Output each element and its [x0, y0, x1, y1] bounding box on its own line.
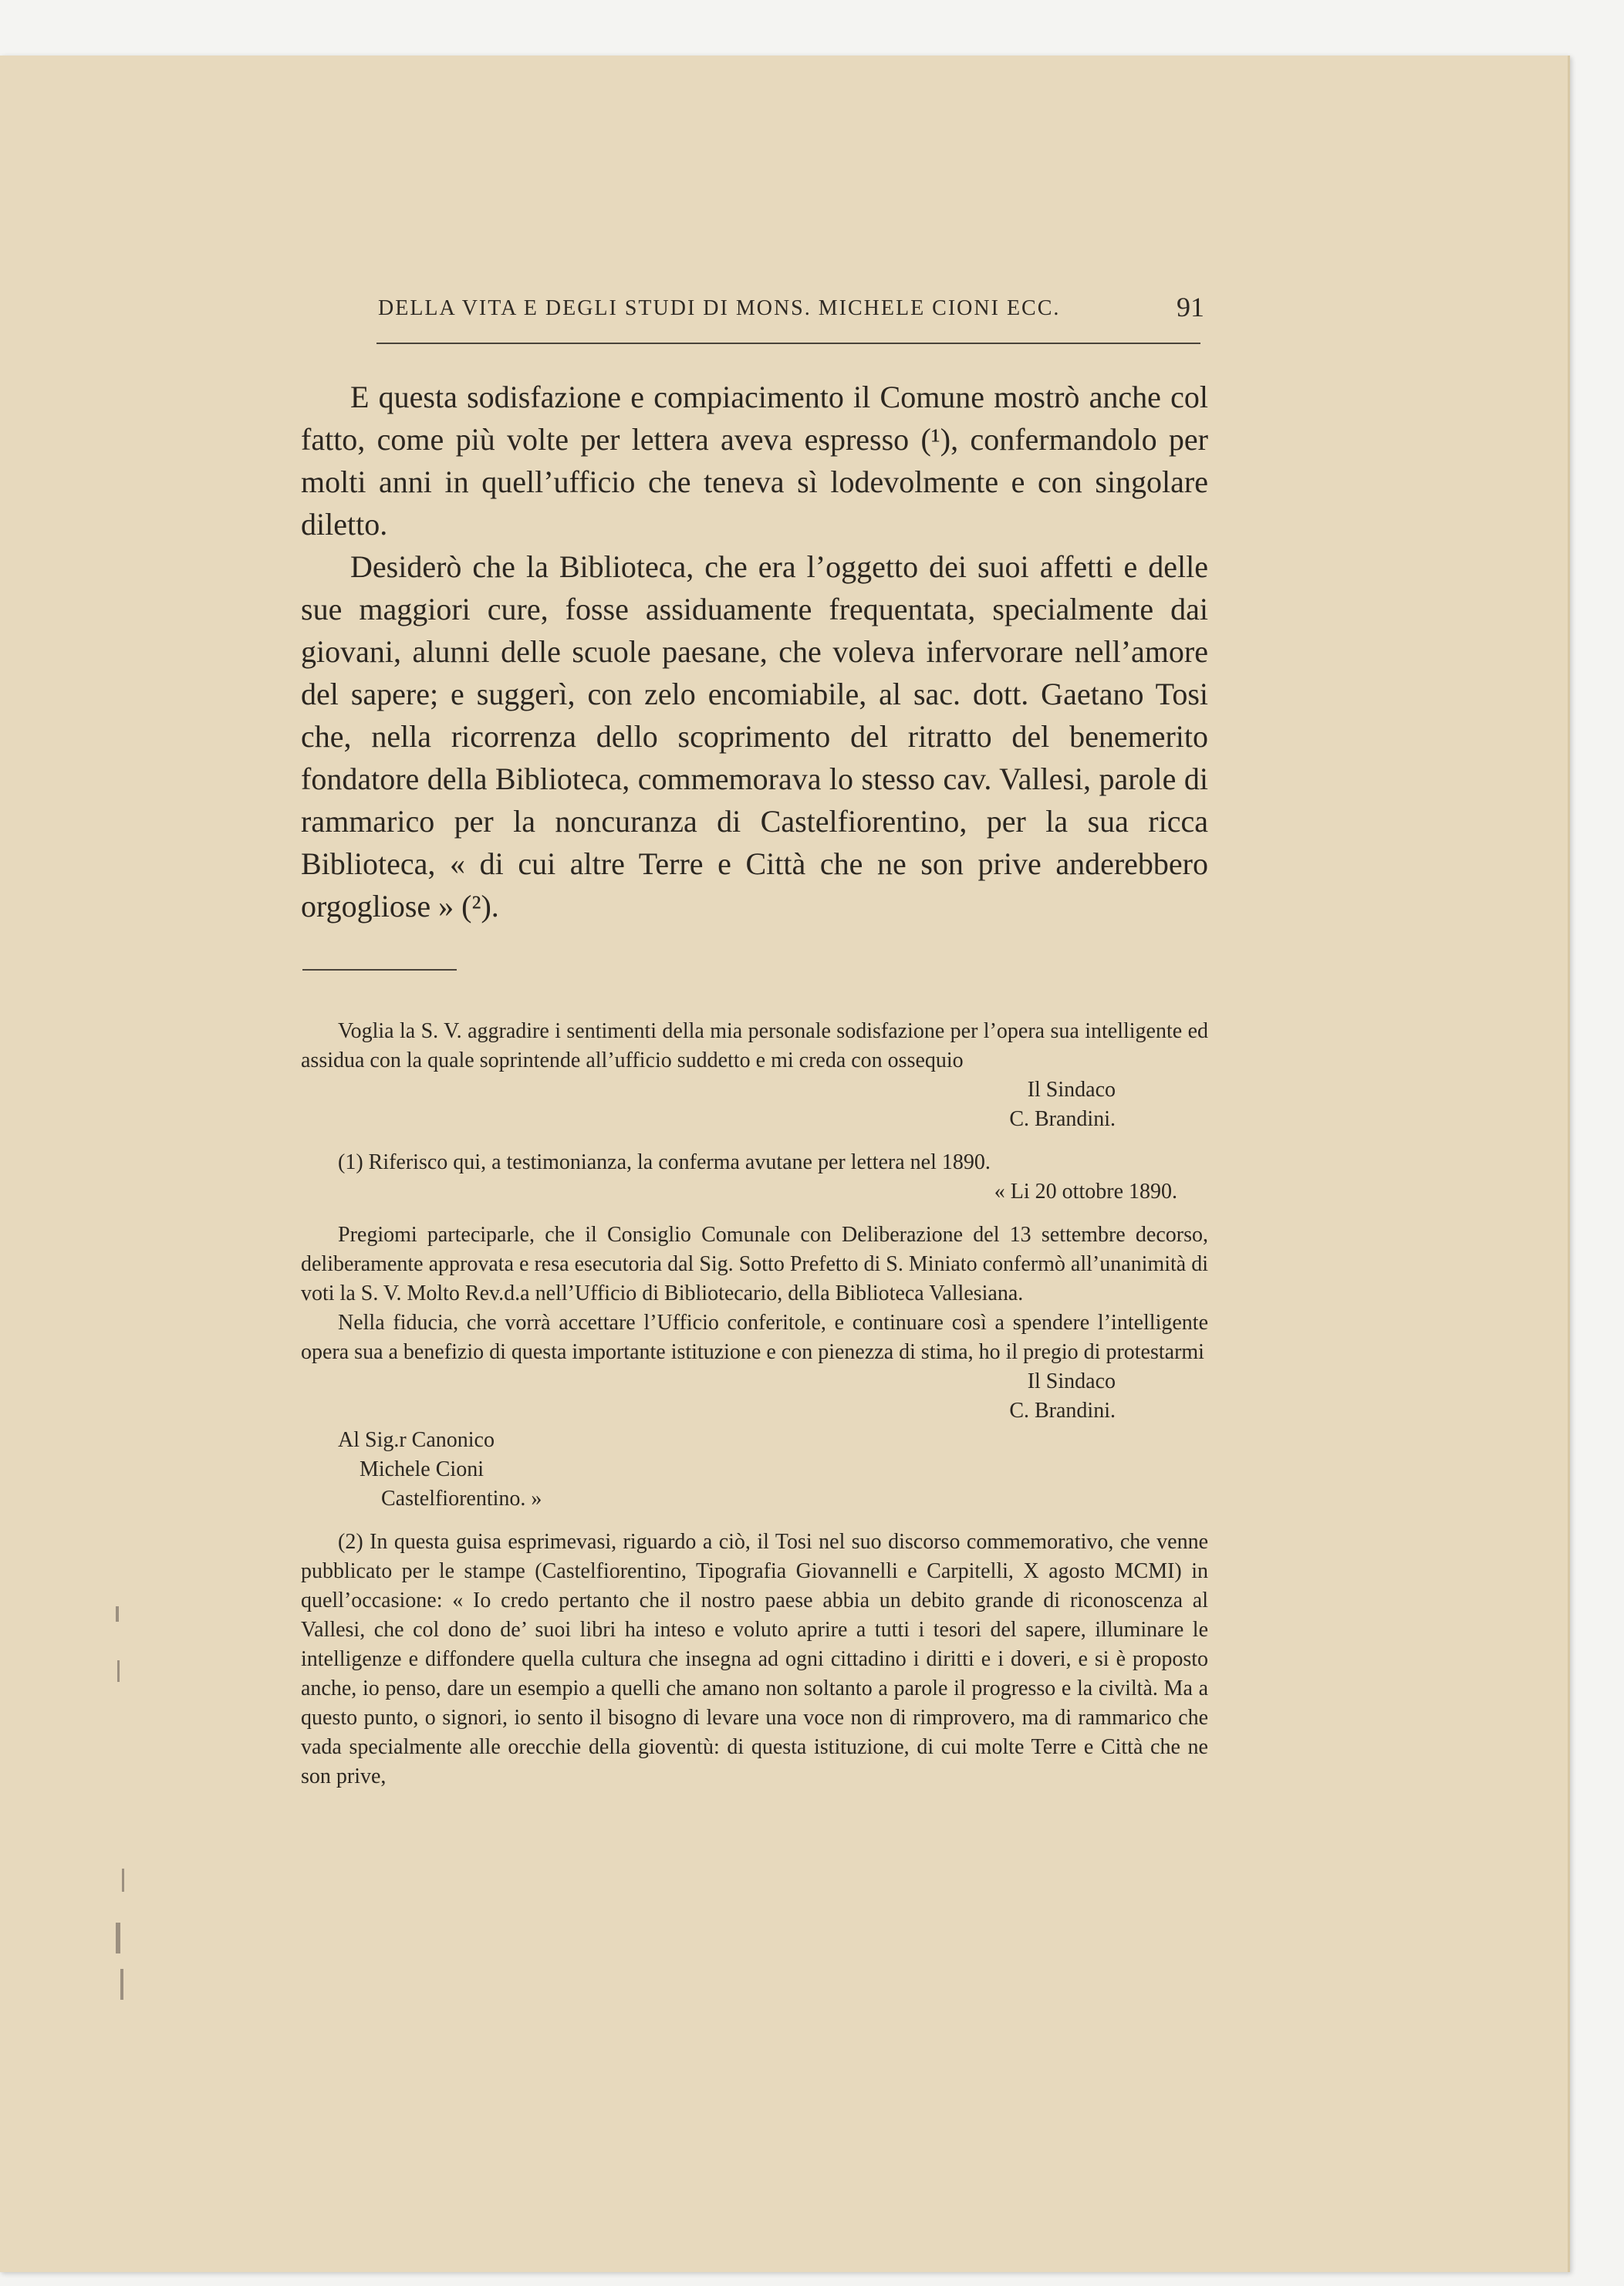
signature-2-title: Il Sindaco [1027, 1369, 1116, 1393]
footnote-rule [302, 969, 457, 971]
header-rule [376, 343, 1200, 344]
footnote-1-body-2: Nella fiducia, che vorrà accettare l’Ufficio conferitole, e continuare così a spendere l’intelligente opera sua a benefizio di questa importante istituzione e con pienezza di stima, ho il pregio di protestarmi [301, 1311, 1208, 1364]
signature-1-title: Il Sindaco [1027, 1078, 1116, 1102]
page-number: 91 [1177, 292, 1204, 322]
signature-2-name: C. Brandini. [1009, 1399, 1116, 1423]
main-text [301, 376, 1208, 927]
binding-mark [116, 1606, 119, 1622]
binding-mark [117, 1660, 120, 1682]
paragraph-1: E questa sodisfazione e compiacimento il Comune mostrò anche col fatto, come più volte per lettera aveva espresso (¹), confermandolo per molti anni in quell’ufficio che teneva sì lodevolmente e con singolare diletto. [301, 380, 1208, 542]
footnote-1-intro: (1) Riferisco qui, a testimonianza, la conferma avutane per lettera nel 1890. [338, 1150, 991, 1174]
running-title: DELLA VITA E DEGLI STUDI DI MONS. MICHELE CIONI ECC. [378, 296, 1061, 320]
binding-mark [122, 1869, 124, 1892]
signature-1-name: C. Brandini. [1009, 1107, 1116, 1131]
signature-1 [301, 1075, 1208, 1134]
binding-mark [120, 1969, 123, 2000]
binding-mark [116, 1923, 120, 1953]
address-line-2: Michele Cioni [360, 1457, 484, 1481]
spacer [301, 1134, 1208, 1148]
footnotes [301, 1017, 1208, 1791]
footnote-2: (2) In questa guisa esprimevasi, riguardo a ciò, il Tosi nel suo discorso commemorativo, che venne pubblicato per le stampe (Castelfiorentino, Tipografia Giovannelli e Carpitelli, X agosto MCMI) in quell’occasione: « Io credo pertanto che il nostro paese abbia un debito grande di riconoscenza al Vallesi, che col dono de’ suoi libri ha inteso e voluto aprire a tutti i tesori del sapere, illuminare le intelligenze e diffondere quella cultura che insegna ad ogni cittadino i diritti e i doveri, e si è proposto anche, io penso, dare un esempio a quelli che amano non soltanto a parole il progresso e la civiltà. Ma a questo punto, o signori, io sento il bisogno di levare una voce non di rimprovero, ma di rammarico che vada specialmente alle orecchie della gioventù: di questa istituzione, di cui molte Terre e Città che ne son prive, [301, 1530, 1208, 1788]
spacer [301, 1514, 1208, 1528]
letter-address [301, 1426, 1208, 1514]
signature-2 [301, 1367, 1208, 1426]
footnote-1-date: « Li 20 ottobre 1890. [994, 1180, 1177, 1204]
address-line-1: Al Sig.r Canonico [338, 1428, 495, 1452]
footnote-continuation: Voglia la S. V. aggradire i sentimenti della mia personale sodisfazione per l’opera sua intelligente ed assidua con la quale soprintende all’ufficio suddetto e mi creda con ossequio [301, 1019, 1208, 1072]
paragraph-2: Desiderò che la Biblioteca, che era l’oggetto dei suoi affetti e delle sue maggiori cure, fosse assiduamente frequentata, specialmente dai giovani, alunni delle scuole paesane, che voleva infervorare nell’amore del sapere; e suggerì, con zelo encomiabile, al sac. dott. Gaetano Tosi che, nella ricorrenza dello scoprimento del ritratto del benemerito fondatore della Biblioteca, commemorava lo stesso cav. Vallesi, parole di rammarico per la noncuranza di Castelfiorentino, per la sua ricca Biblioteca, « di cui altre Terre e Città che ne son prive anderebbero orgogliose » (²). [301, 549, 1208, 924]
spacer [301, 1207, 1208, 1221]
footnote-1-body: Pregiomi parteciparle, che il Consiglio Comunale con Deliberazione del 13 settembre decorso, deliberamente approvata e resa esecutoria dal Sig. Sotto Prefetto di S. Miniato confermò all’unanimità di voti la S. V. Molto Rev.d.a nell’Ufficio di Bibliotecario, della Biblioteca Vallesiana. [301, 1223, 1208, 1305]
page-sheet [0, 56, 1570, 2272]
address-line-3: Castelfiorentino. » [381, 1487, 542, 1511]
